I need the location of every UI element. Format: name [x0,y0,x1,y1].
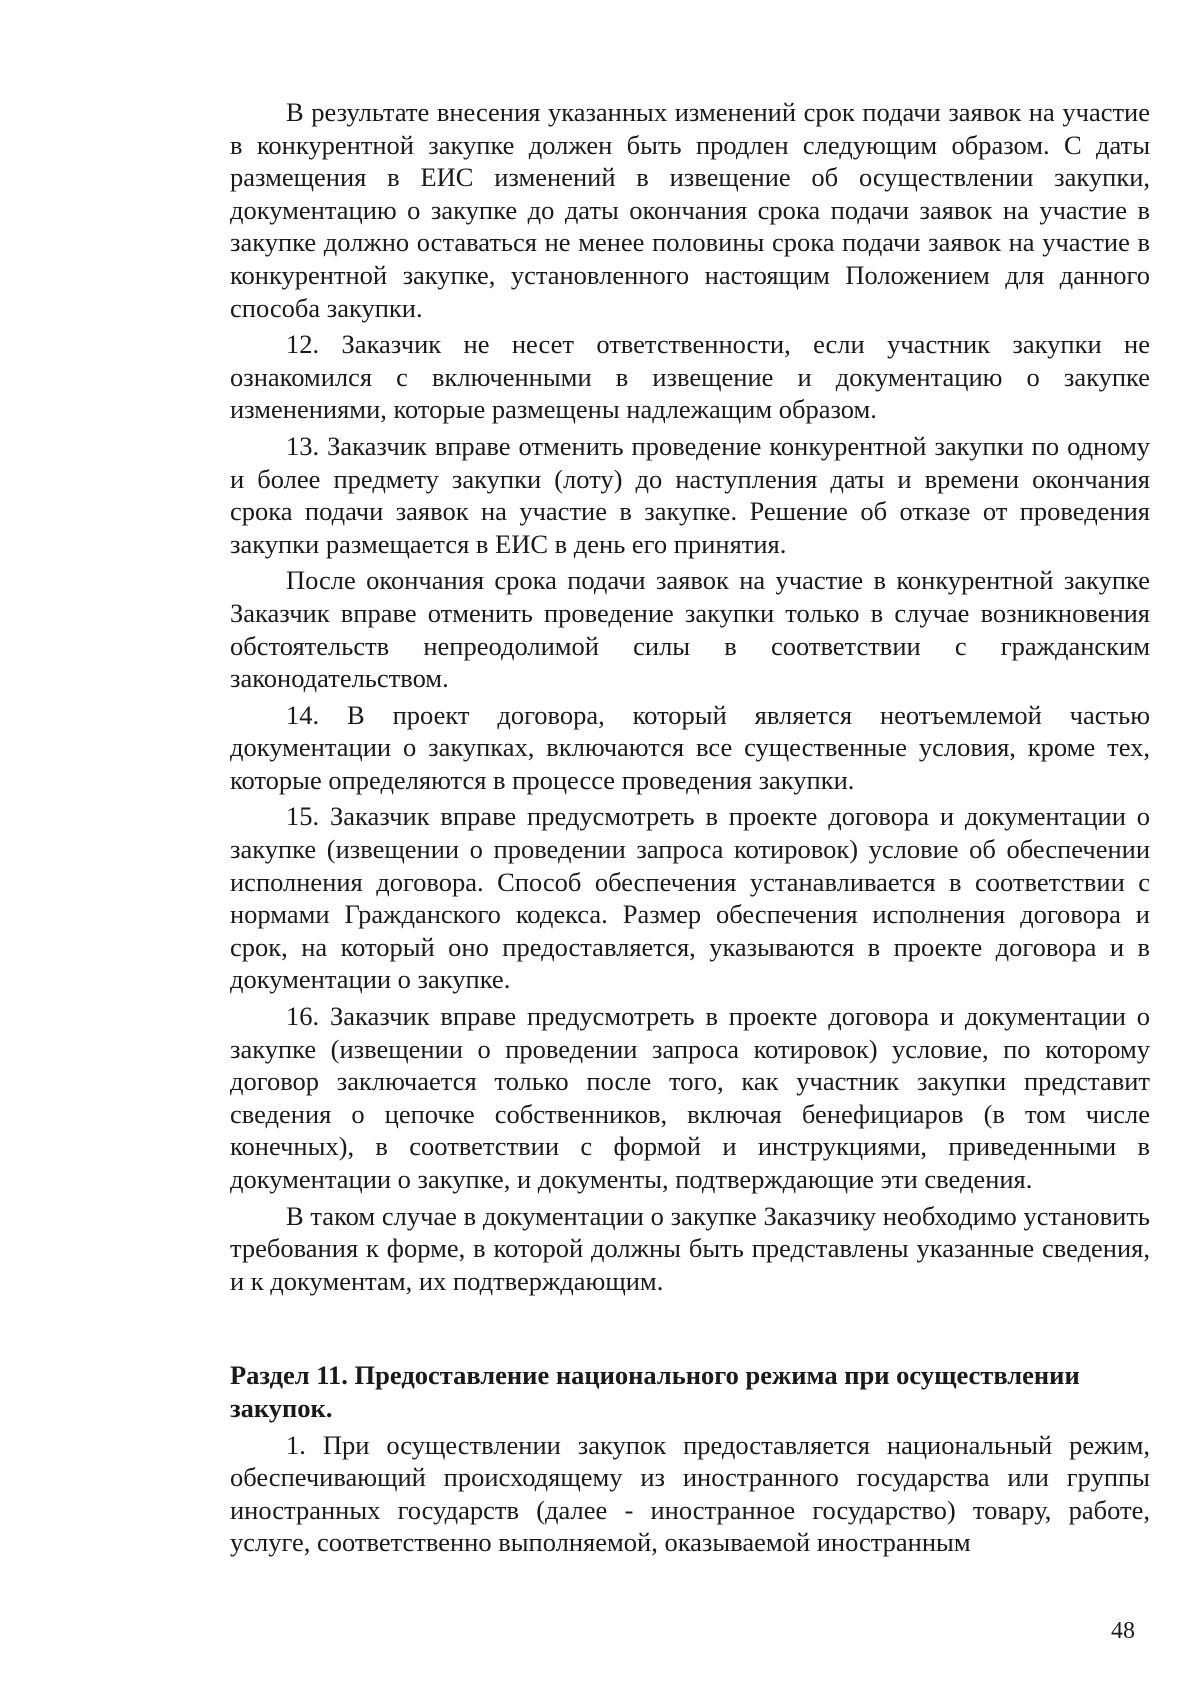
paragraph-item-16: 16. Заказчик вправе предусмотреть в проекте договора и документации о закупке (извещении о проведении запроса котировок) условие, по которому договор заключается только после того, как участник закупки представит сведения о цепочке собственников, включая бенефициаров (в том числе конечных), в соответствии с формой и инструкциями, приведенными в документации о закупке, и документы, подтверждающие эти сведения. [230,1001,1150,1194]
paragraph-item-14: 14. В проект договора, который является неотъемлемой частью документации о закупках, включаются все существенные условия, кроме тех, которые определяются в процессе проведения закупки. [230,699,1150,795]
document-page [230,96,1150,1563]
paragraph-requirements: В таком случае в документации о закупке Заказчику необходимо установить требования к форме, в которой должны быть представлены указанные сведения, и к документам, их подтверждающим. [230,1200,1150,1296]
paragraph-item-12: 12. Заказчик не несет ответственности, если участник закупки не ознакомился с включенными в извещение и документацию о закупке изменениями, которые размещены надлежащим образом. [230,329,1150,425]
section-paragraph-item-1: 1. При осуществлении закупок предоставляется национальный режим, обеспечивающий происходящему из иностранного государства или группы иностранных государств (далее - иностранное государство) товару, работе, услуге, соответственно выполняемой, оказываемой иностранным [230,1429,1150,1558]
paragraph-item-13: 13. Заказчик вправе отменить проведение конкурентной закупки по одному и более предмету закупки (лоту) до наступления даты и времени окончания срока подачи заявок на участие в закупке. Решение об отказе от проведения закупки размещается в ЕИС в день его принятия. [230,430,1150,559]
page-number: 48 [1111,1618,1135,1644]
paragraph-deadline-extension: В результате внесения указанных изменений срок подачи заявок на участие в конкурентной закупке должен быть продлен следующим образом. С даты размещения в ЕИС изменений в извещение об осуществлении закупки, документацию о закупке до даты окончания срока подачи заявок на участие в закупке должно оставаться не менее половины срока подачи заявок на участие в конкурентной закупке, установленного настоящим Положением для данного способа закупки. [230,97,1150,323]
section-heading: Раздел 11. Предоставление национального режима при осуществлении закупок. [230,1360,1080,1423]
paragraph-force-majeure: После окончания срока подачи заявок на участие в конкурентной закупке Заказчик вправе отменить проведение закупки только в случае возникновения обстоятельств непреодолимой силы в соответствии с гражданским законодательством. [230,565,1150,694]
paragraph-item-15: 15. Заказчик вправе предусмотреть в проекте договора и документации о закупке (извещении о проведении запроса котировок) условие об обеспечении исполнения договора. Способ обеспечения устанавливается в соответствии с нормами Гражданского кодекса. Размер обеспечения исполнения договора и срок, на который оно предоставляется, указываются в проекте договора и в документации о закупке. [230,801,1150,995]
